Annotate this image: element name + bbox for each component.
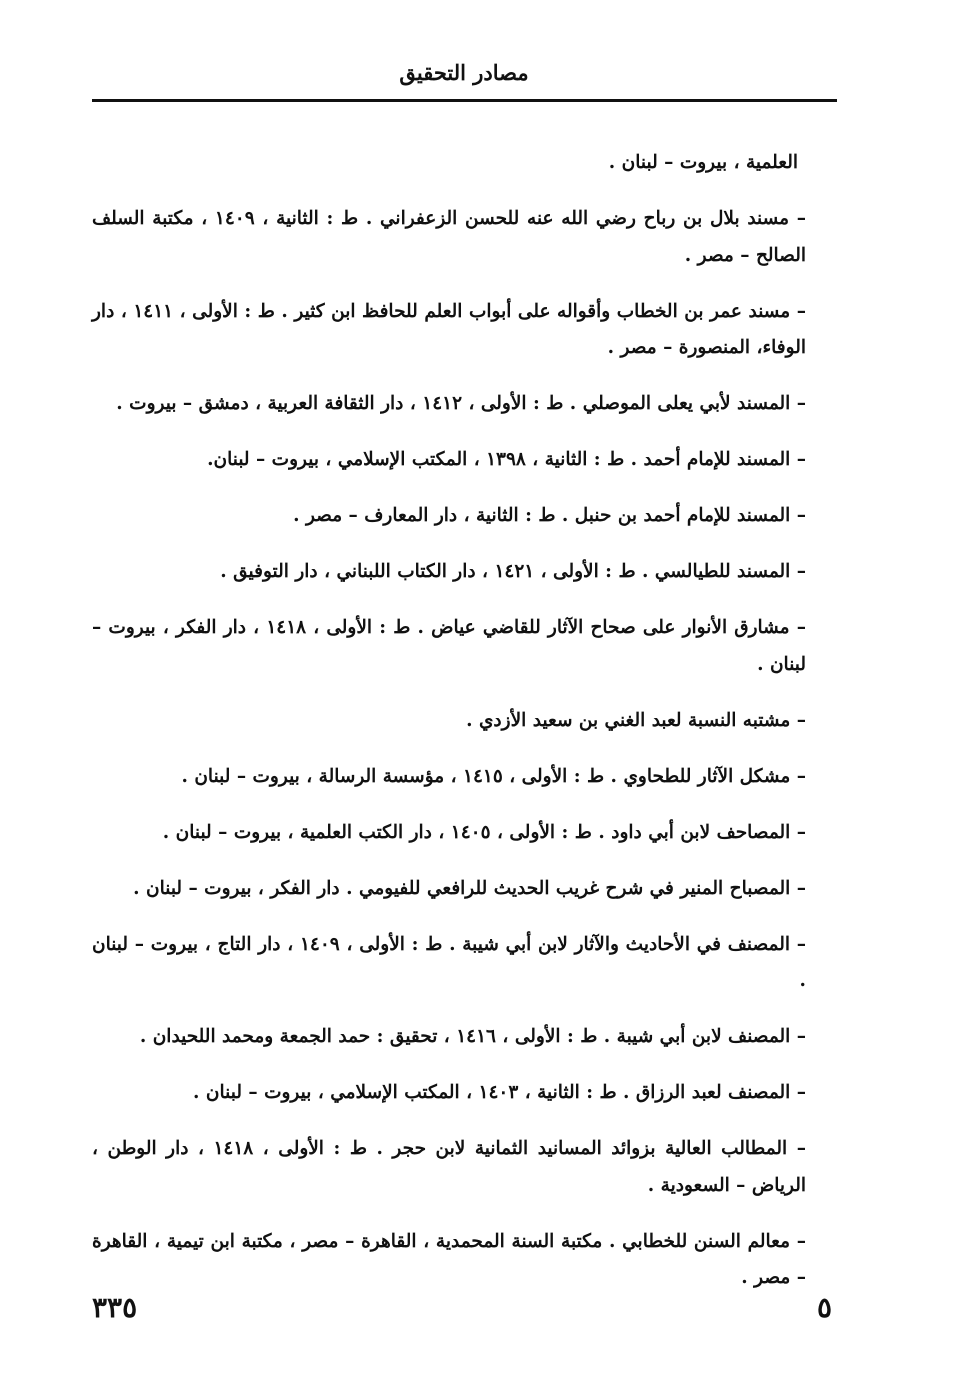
bibliography-entry: – المسند للإمام أحمد بن حنبل . ط : الثانية ، دار المعارف – مصر . bbox=[293, 505, 806, 526]
bibliography-entry: – المصنف في الأحاديث والآثار لابن أبي شيبة . ط : الأولى ، ١٤٠٩ ، دار التاج ، بيروت – لبنان . bbox=[92, 933, 806, 991]
bibliography-entry-continuation: العلمية ، بيروت – لبنان . bbox=[608, 152, 798, 173]
bibliography-entry: – المسند للإمام أحمد . ط : الثانية ، ١٣٩٨ ، المكتب الإسلامي ، بيروت – لبنان. bbox=[207, 449, 806, 470]
signature-mark: ٥ bbox=[816, 1291, 832, 1324]
bibliography-entry: – المسند للطيالسي . ط : الأولى ، ١٤٢١ ، دار الكتاب اللبناني ، دار التوفيق . bbox=[220, 561, 806, 582]
bibliography-entry: – مشارق الأنوار على صحاح الآثار للقاضي عياض . ط : الأولى ، ١٤١٨ ، دار الفكر ، بيروت – لبنان . bbox=[92, 617, 806, 675]
bibliography-entry: – مسند بلال بن رباح رضي الله عنه للحسن الزعفراني . ط : الثانية ، ١٤٠٩ ، مكتبة السلف الصالح – مصر . bbox=[92, 208, 807, 266]
bibliography-entry: – مشتبه النسبة لعبد الغني بن سعيد الأزدي . bbox=[466, 709, 806, 731]
bibliography-entry: – المصباح المنير في شرح غريب الحديث للرافعي للفيومي . دار الفكر ، بيروت – لبنان . bbox=[133, 877, 806, 899]
bibliography-entry: – المسند لأبي يعلى الموصلي . ط : الأولى ، ١٤١٢ ، دار الثقافة العربية ، دمشق – بيروت . bbox=[116, 393, 806, 414]
bibliography-entry: – مسند عمر بن الخطاب وأقواله على أبواب العلم للحافظ ابن كثير . ط : الأولى ، ١٤١١ ، دار الوفاء، المنصورة – مصر . bbox=[92, 300, 807, 358]
bibliography-entry: – مشكل الآثار للطحاوي . ط : الأولى ، ١٤١٥ ، مؤسسة الرسالة ، بيروت – لبنان . bbox=[181, 765, 806, 787]
bibliography-entry: – معالم السنن للخطابي . مكتبة السنة المحمدية ، القاهرة – مصر ، مكتبة ابن تيمية ، القاهرة – مصر . bbox=[92, 1230, 806, 1288]
bibliography-entry: – المصنف لابن أبي شيبة . ط : الأولى ، ١٤١٦ ، تحقيق : حمد الجمعة ومحمد اللحيدان . bbox=[139, 1026, 806, 1047]
bibliography-entry: – المصاحف لابن أبي داود . ط : الأولى ، ١٤٠٥ ، دار الكتب العلمية ، بيروت – لبنان . bbox=[162, 821, 806, 843]
bibliography-entry: – المطالب العالية بزوائد المسانيد الثمانية لابن حجر . ط : الأولى ، ١٤١٨ ، دار الوطن ، الرياض – السعودية . bbox=[92, 1138, 806, 1196]
bibliography-entry: – المصنف لعبد الرزاق . ط : الثانية ، ١٤٠٣ ، المكتب الإسلامي ، بيروت – لبنان . bbox=[193, 1082, 806, 1103]
page-number: ٣٣٥ bbox=[92, 1291, 138, 1324]
running-header: مصادر التحقيق bbox=[399, 60, 529, 85]
bibliography-list bbox=[92, 145, 806, 1316]
header-rule bbox=[92, 99, 837, 102]
